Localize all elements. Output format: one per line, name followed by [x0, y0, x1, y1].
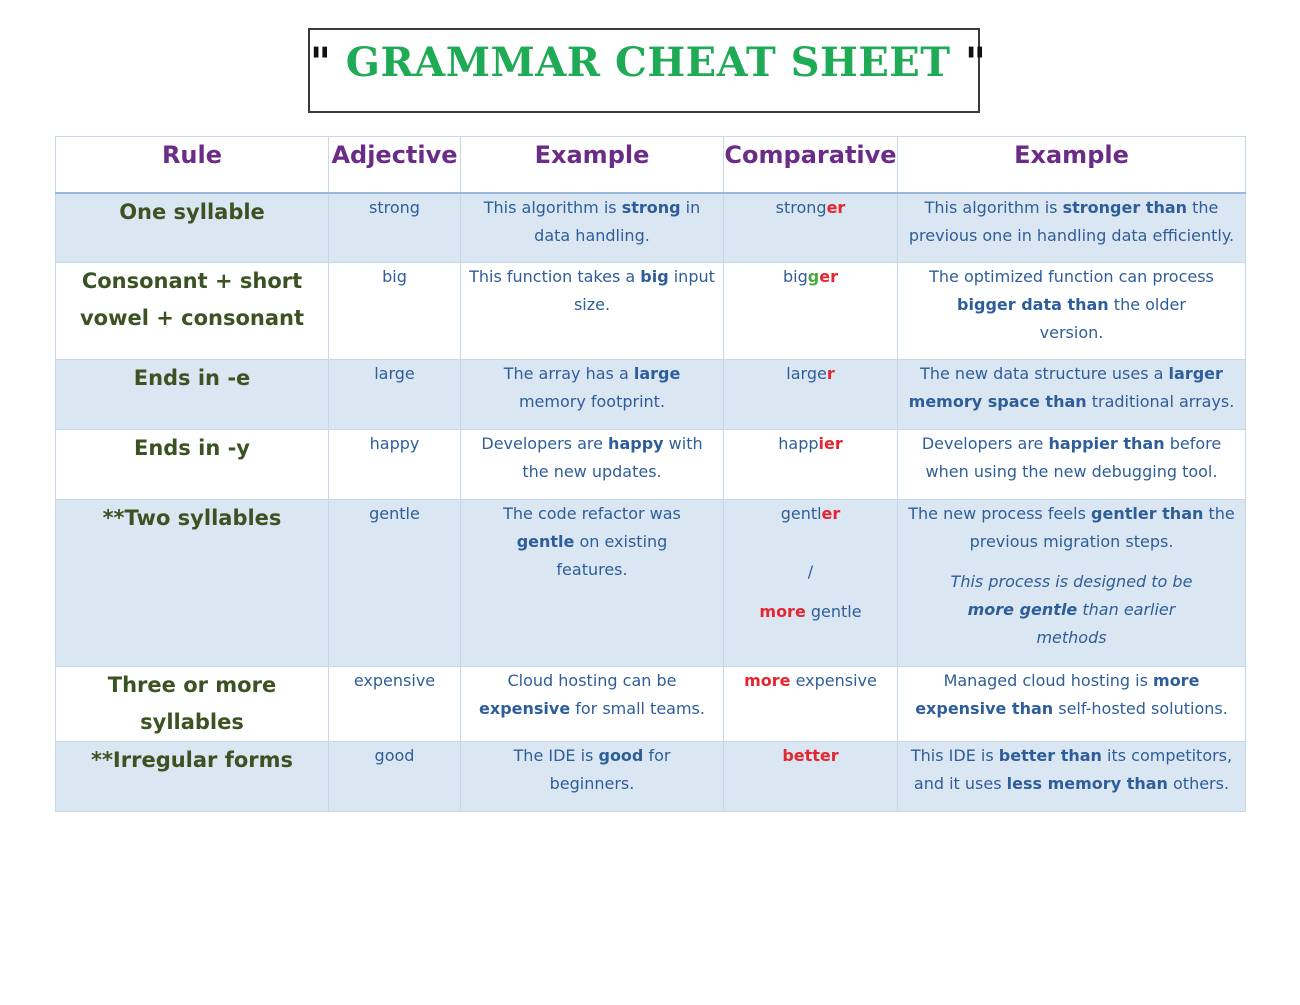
title-box	[308, 28, 987, 113]
table-row	[56, 667, 1246, 742]
adjective-cell: expensive	[329, 667, 461, 742]
rule-cell: Ends in -y	[56, 430, 329, 500]
alternative-example: This process is designed to be more gentle than earlier methods	[950, 572, 1193, 647]
rule-cell: Three or more syllables	[56, 667, 329, 742]
header-example-comparative: Example	[898, 137, 1246, 193]
table-row	[56, 193, 1246, 263]
page-title	[310, 39, 987, 86]
header-rule: Rule	[56, 137, 329, 193]
comparative-example-cell: Managed cloud hosting is more expensive than self-hosted solutions.	[898, 667, 1246, 742]
grammar-table	[55, 136, 1246, 812]
example-cell: The code refactor was gentle on existing features.	[461, 500, 724, 667]
rule-cell: One syllable	[56, 193, 329, 263]
adjective-cell: happy	[329, 430, 461, 500]
comparative-example-cell: This algorithm is stronger than the previous one in handling data efficiently.	[898, 193, 1246, 263]
example-cell: Cloud hosting can be expensive for small teams.	[461, 667, 724, 742]
rule-cell: **Irregular forms	[56, 742, 329, 812]
comparative-cell: bigger	[724, 263, 898, 360]
adjective-cell: good	[329, 742, 461, 812]
table-row	[56, 500, 1246, 667]
title-close-quote: "	[965, 39, 987, 86]
adjective-cell: big	[329, 263, 461, 360]
example-cell: This algorithm is strong in data handling.	[461, 193, 724, 263]
comparative-example-cell: Developers are happier than before when using the new debugging tool.	[898, 430, 1246, 500]
comparative-cell: better	[724, 742, 898, 812]
rule-cell: Ends in -e	[56, 360, 329, 430]
header-comparative: Comparative	[724, 137, 898, 193]
title-open-quote: "	[310, 39, 332, 86]
table-row	[56, 360, 1246, 430]
comparative-cell: gentler / more gentle	[724, 500, 898, 667]
comparative-cell: happier	[724, 430, 898, 500]
table-header-row	[56, 137, 1246, 193]
rule-cell: Consonant + short vowel + consonant	[56, 263, 329, 360]
table-row	[56, 742, 1246, 812]
example-cell: The IDE is good for beginners.	[461, 742, 724, 812]
example-cell: Developers are happy with the new updates.	[461, 430, 724, 500]
example-cell: The array has a large memory footprint.	[461, 360, 724, 430]
table-row	[56, 430, 1246, 500]
title-text: GRAMMAR CHEAT SHEET	[345, 39, 951, 86]
comparative-example-cell: This IDE is better than its competitors, and it uses less memory than others.	[898, 742, 1246, 812]
comparative-cell: stronger	[724, 193, 898, 263]
adjective-cell: gentle	[329, 500, 461, 667]
comparative-cell: larger	[724, 360, 898, 430]
alternative-slash: /	[807, 562, 814, 581]
adjective-cell: large	[329, 360, 461, 430]
adjective-cell: strong	[329, 193, 461, 263]
rule-cell: **Two syllables	[56, 500, 329, 667]
comparative-cell: more expensive	[724, 667, 898, 742]
comparative-example-cell: The new process feels gentler than the previous migration steps. This process is designed to be more gentle than earlier methods	[898, 500, 1246, 667]
comparative-example-cell: The optimized function can process bigger data than the older version.	[898, 263, 1246, 360]
header-example: Example	[461, 137, 724, 193]
example-cell: This function takes a big input size.	[461, 263, 724, 360]
header-adjective: Adjective	[329, 137, 461, 193]
table-row	[56, 263, 1246, 360]
comparative-example-cell: The new data structure uses a larger memory space than traditional arrays.	[898, 360, 1246, 430]
